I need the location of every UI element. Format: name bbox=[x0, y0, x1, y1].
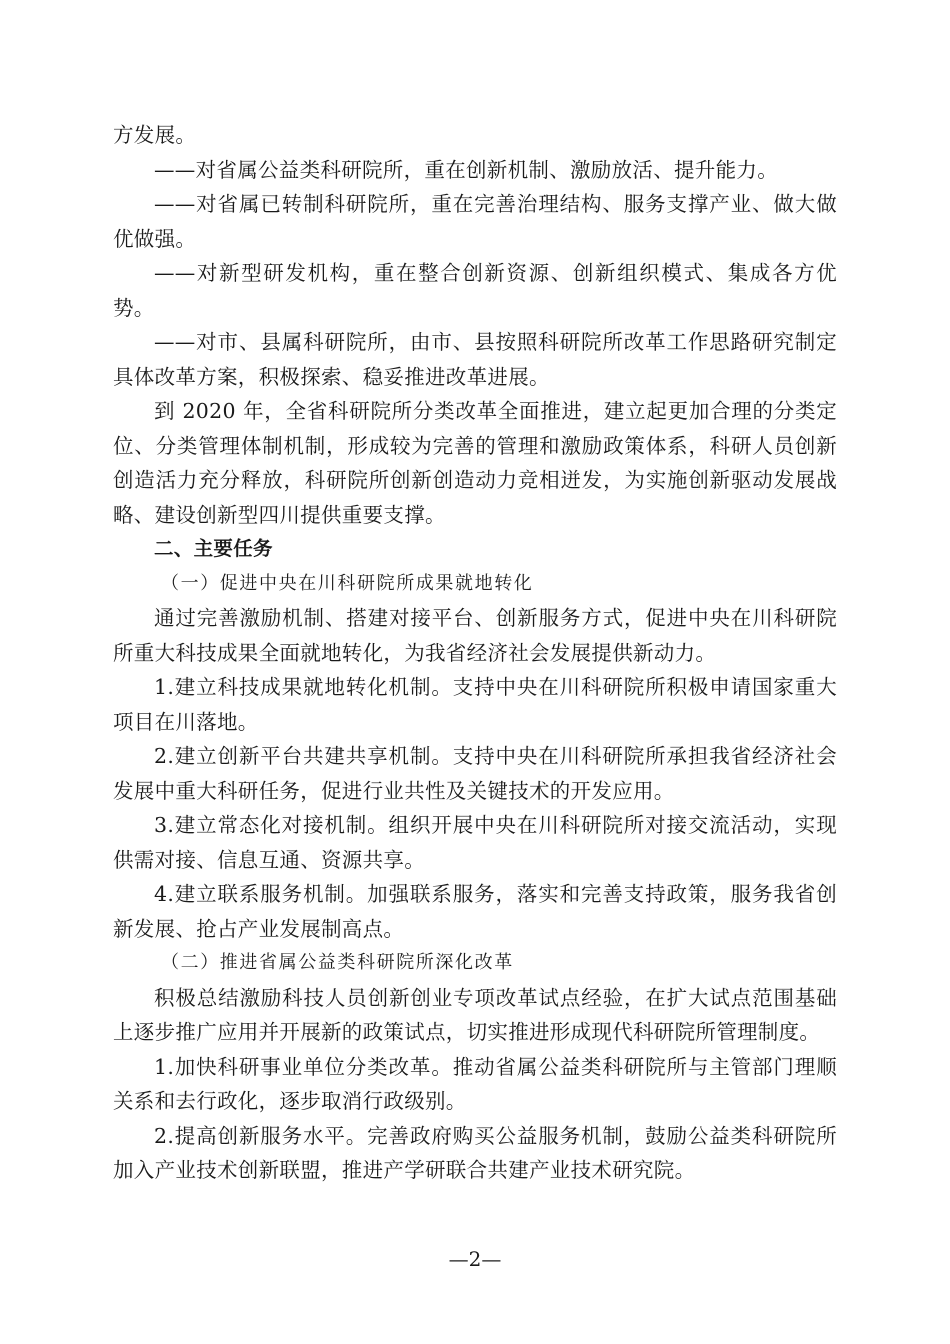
page-number: —2— bbox=[448, 1247, 502, 1271]
paragraph-central-institutes-intro: 通过完善激励机制、搭建对接平台、创新服务方式，促进中央在川科研院所重大科技成果全面就地转化，为我省经济社会发展提供新动力。 bbox=[113, 606, 837, 665]
paragraph-provincial-institutes-intro: 积极总结激励科技人员创新创业专项改革试点经验，在扩大试点范围基础上逐步推广应用并开展新的政策试点，切实推进形成现代科研院所管理制度。 bbox=[113, 985, 837, 1044]
paragraph-2020-goal: 到 2020 年，全省科研院所分类改革全面推进，建立起更加合理的分类定位、分类管理体制机制，形成较为完善的管理和激励政策体系，科研人员创新创造活力充分释放，科研院所创新创造动力竞相迸发，为实施创新驱动发展战略、建设创新型四川提供重要支撑。 bbox=[113, 399, 837, 527]
list-item-3: 3.建立常态化对接机制。组织开展中央在川科研院所对接交流活动，实现供需对接、信息互通、资源共享。 bbox=[113, 813, 837, 872]
list-item-provincial-2: 2.提高创新服务水平。完善政府购买公益服务机制，鼓励公益类科研院所加入产业技术创新联盟，推进产学研联合共建产业技术研究院。 bbox=[113, 1123, 837, 1182]
section-heading-main-tasks: 二、主要任务 bbox=[154, 537, 273, 560]
list-item-2: 2.建立创新平台共建共享机制。支持中央在川科研院所承担我省经济社会发展中重大科研任务，促进行业共性及关键技术的开发应用。 bbox=[113, 744, 837, 803]
list-item-1: 1.建立科技成果就地转化机制。支持中央在川科研院所积极申请国家重大项目在川落地。 bbox=[113, 675, 837, 734]
list-item-4: 4.建立联系服务机制。加强联系服务，落实和完善支持政策，服务我省创新发展、抢占产业发展制高点。 bbox=[113, 882, 837, 941]
subheading-central-institutes: （一）促进中央在川科研院所成果就地转化 bbox=[161, 572, 534, 594]
paragraph-city-county-institutes: ——对市、县属科研院所，由市、县按照科研院所改革工作思路研究制定具体改革方案，积极探索、稳妥推进改革进展。 bbox=[113, 330, 837, 389]
document-body bbox=[113, 118, 837, 1188]
list-item-provincial-1: 1.加快科研事业单位分类改革。推动省属公益类科研院所与主管部门理顺关系和去行政化，逐步取消行政级别。 bbox=[113, 1054, 837, 1113]
paragraph-continuation: 方发展。 bbox=[113, 123, 197, 147]
paragraph-converted-institutes: ——对省属已转制科研院所，重在完善治理结构、服务支撑产业、做大做优做强。 bbox=[113, 192, 837, 251]
subheading-provincial-institutes: （二）推进省属公益类科研院所深化改革 bbox=[161, 952, 514, 973]
paragraph-new-rd-institutions: ——对新型研发机构，重在整合创新资源、创新组织模式、集成各方优势。 bbox=[113, 261, 837, 320]
paragraph-public-welfare-institutes: ——对省属公益类科研院所，重在创新机制、激励放活、提升能力。 bbox=[154, 157, 778, 182]
